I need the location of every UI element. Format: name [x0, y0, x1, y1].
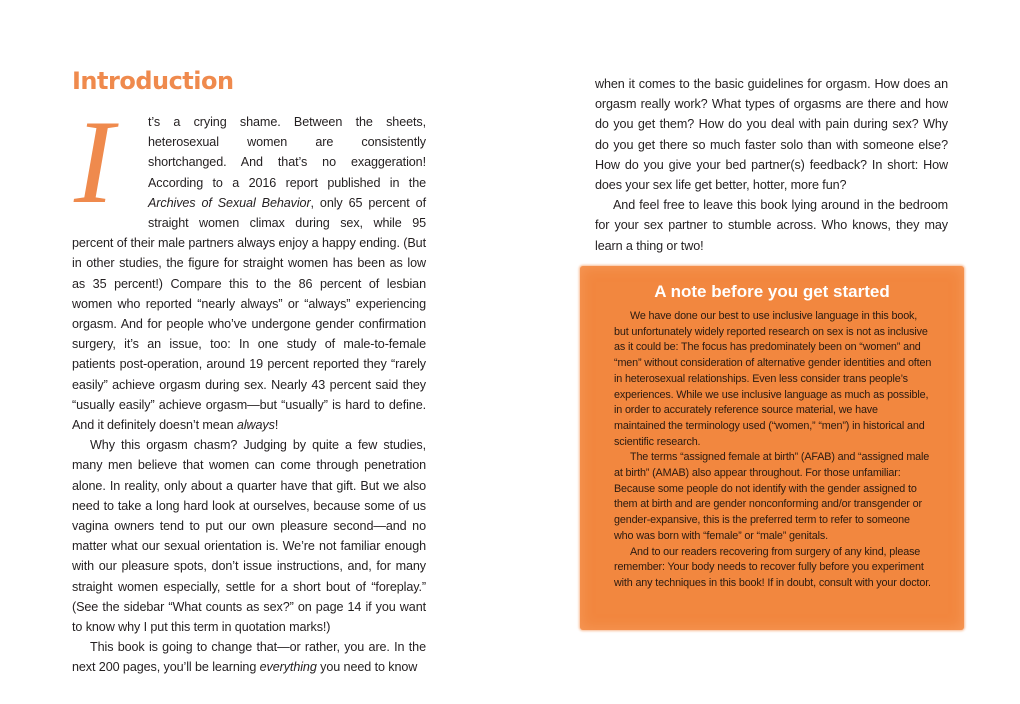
left-page	[72, 66, 426, 678]
note-body	[614, 309, 932, 592]
note-paragraph-2: The terms “assigned female at birth” (AFAB) and “assigned male at birth” (AMAB) also appear throughout. For those unfamiliar: Because some people do not identify with the gender assigned to them at birth and are gender nonconforming and/or transgender or gender-expansive, this is the preferred term to refer to someone who was born with “female” or “male” genitals.	[614, 451, 930, 542]
note-paragraph-3: And to our readers recovering from surgery of any kind, please remember: Your body needs to recover fully before you experiment with any techniques in this book! If in doubt, consult with your doctor.	[614, 545, 931, 589]
intro-paragraph-2: Why this orgasm chasm? Judging by quite a few studies, many men believe that women can come through penetration alone. In reality, only about a quarter have that gift. But we also need to take a long hard look at ourselves, because some of us vagina owners tend to put our own pleasure second—and no matter what our sexual orientation is. We’re not familiar enough with our pleasure spots, don’t issue instructions, and, for many straight women especially, settle for a short bout of “foreplay.” (See the sidebar “What counts as sex?” on page 14 if you want to know why I put this term in quotation marks!)	[72, 438, 426, 635]
journal-title: Archives of Sexual Behavior	[148, 195, 311, 210]
right-page	[595, 74, 948, 256]
right-paragraph-2: And feel free to leave this book lying around in the bedroom for your sex partner to stumble across. Who knows, they may learn a thing or two!	[595, 198, 948, 253]
note-title: A note before you get started	[654, 282, 890, 301]
note-sidebar	[580, 266, 964, 630]
left-page-body	[72, 95, 426, 678]
chapter-title: Introduction	[72, 67, 234, 95]
right-paragraph-1: when it comes to the basic guidelines for orgasm. How does an orgasm really work? What types of orgasms are there and how do you get them? How do you deal with pain during sex? Why do you get there so much faster solo than with someone else? How do you give your bed partner(s) feedback? In short: How does your sex life get better, hotter, more fun?	[595, 77, 948, 193]
note-paragraph-1: We have done our best to use inclusive language in this book, but unfortunately widely reported research on sex is not as inclusive as it could be: The focus has predominately been on “women” and “men” without consideration of alternative gender identities and often in heterosexual relationships. Even less consider trans people’s experiences. While we use inclusive language as much as possible, in order to accurately reference source material, we have maintained the terminology used (“women,” “men”) in historical and scientific research.	[614, 310, 932, 448]
intro-paragraph-1: I t’s a crying shame. Between the sheets, heterosexual women are consistently shortchanged. And that’s no exaggeration! According to a 2016 report published in the Archives of Sexual Behavior, only 65 percent of straight women climax during sex, while 95 percent of their male partners always enjoy a happy ending. (But in other studies, the figure for straight women has been as low as 35 percent!) Compare this to the 86 percent of lesbian women who reported “nearly always” or “always” experiencing orgasm. And for people who’ve undergone gender confirmation surgery, it’s an issue, too: In one study of male-to-female patients post-operation, around 19 percent reported they “rarely easily” achieve orgasm during sex. Nearly 43 percent said they “usually easily” achieve orgasm—but “usually” is hard to define. And it definitely doesn’t mean always!	[72, 95, 426, 433]
intro-paragraph-3: This book is going to change that—or rather, you are. In the next 200 pages, you’ll be learning everything you need to know	[72, 640, 426, 675]
drop-cap: I	[74, 95, 114, 228]
